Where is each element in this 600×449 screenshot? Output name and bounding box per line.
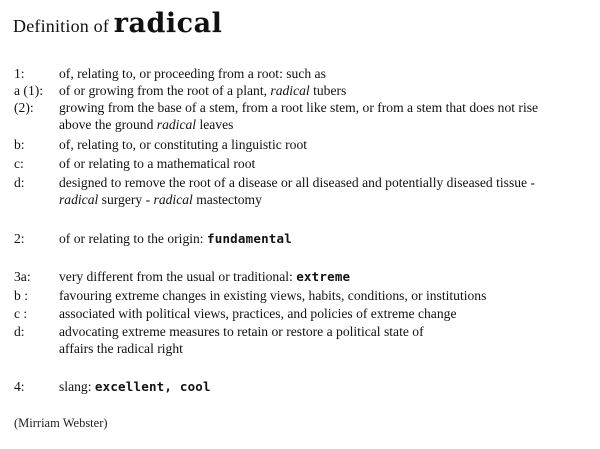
definition-entry bbox=[14, 65, 598, 82]
entry-text-part: of or relating to the origin: bbox=[59, 231, 207, 246]
definition-entry bbox=[14, 305, 598, 322]
entry-text: growing from the base of a stem, from a root like stem, or from a stem that does not rise bbox=[59, 100, 539, 115]
definition-entry bbox=[14, 378, 598, 395]
title-prefix: Definition of bbox=[13, 16, 114, 36]
entry-text-part: of or growing from the root of a plant, bbox=[59, 83, 271, 98]
entry-keyword: excellent, cool bbox=[94, 379, 211, 394]
entry-text: of, relating to, or proceeding from a root: such as bbox=[59, 66, 326, 81]
entry-text-part: tubers bbox=[309, 83, 347, 98]
entry-label: c: bbox=[14, 156, 24, 171]
definition-entry bbox=[14, 230, 598, 247]
entry-text-continued bbox=[59, 191, 598, 208]
entry-text-continued bbox=[59, 116, 598, 133]
entry-text bbox=[59, 268, 598, 285]
entry-text: associated with political views, practices, and policies of extreme change bbox=[59, 306, 457, 321]
entry-text bbox=[59, 230, 598, 247]
entry-emphasis: radical bbox=[156, 117, 197, 132]
definition-entry bbox=[14, 155, 598, 172]
entry-text: advocating extreme measures to retain or restore a political state of bbox=[59, 324, 424, 339]
definition-entry bbox=[14, 268, 598, 285]
entry-text-part: surgery - bbox=[98, 192, 154, 207]
entry-label: 1: bbox=[14, 66, 25, 81]
entry-text bbox=[59, 378, 598, 395]
entry-emphasis: radical bbox=[270, 83, 310, 98]
entry-label: d: bbox=[14, 175, 25, 190]
entry-label: b : bbox=[14, 288, 28, 303]
entry-keyword: fundamental bbox=[207, 231, 292, 246]
definition-entry bbox=[14, 174, 598, 208]
entry-emphasis: radical bbox=[59, 192, 99, 207]
entry-label: d: bbox=[14, 324, 25, 339]
page-title bbox=[13, 8, 222, 39]
entry-text: favouring extreme changes in existing views, habits, conditions, or institutions bbox=[59, 288, 487, 303]
entry-text-part: above the ground bbox=[59, 117, 157, 132]
entry-keyword: extreme bbox=[296, 269, 351, 284]
entry-text-continued: affairs the radical right bbox=[59, 341, 183, 356]
entry-label: 2: bbox=[14, 231, 25, 246]
entry-text-part: leaves bbox=[196, 117, 234, 132]
entry-text-part: mastectomy bbox=[192, 192, 262, 207]
entry-emphasis: radical bbox=[153, 192, 193, 207]
entry-text bbox=[59, 82, 598, 99]
definition-entry bbox=[14, 99, 598, 133]
definition-entry bbox=[14, 82, 598, 99]
definition-entry bbox=[14, 323, 598, 357]
entry-label: 3a: bbox=[14, 269, 31, 284]
entry-label: 4: bbox=[14, 379, 25, 394]
entry-label: c : bbox=[14, 306, 28, 321]
definition-entry bbox=[14, 136, 598, 153]
entry-label: a (1): bbox=[14, 83, 44, 98]
entry-text-part: slang: bbox=[59, 379, 95, 394]
entry-label: (2): bbox=[14, 100, 34, 115]
source-citation: (Mirriam Webster) bbox=[14, 416, 108, 430]
entry-text: designed to remove the root of a disease or all diseased and potentially diseased tissue - bbox=[59, 175, 536, 190]
entry-text: of, relating to, or constituting a linguistic root bbox=[59, 137, 308, 152]
entry-label: b: bbox=[14, 137, 25, 152]
title-word: radical bbox=[113, 8, 223, 39]
entry-text: of or relating to a mathematical root bbox=[59, 156, 256, 171]
definition-entry bbox=[14, 287, 598, 304]
entry-text-part: very different from the usual or traditional: bbox=[59, 269, 297, 284]
